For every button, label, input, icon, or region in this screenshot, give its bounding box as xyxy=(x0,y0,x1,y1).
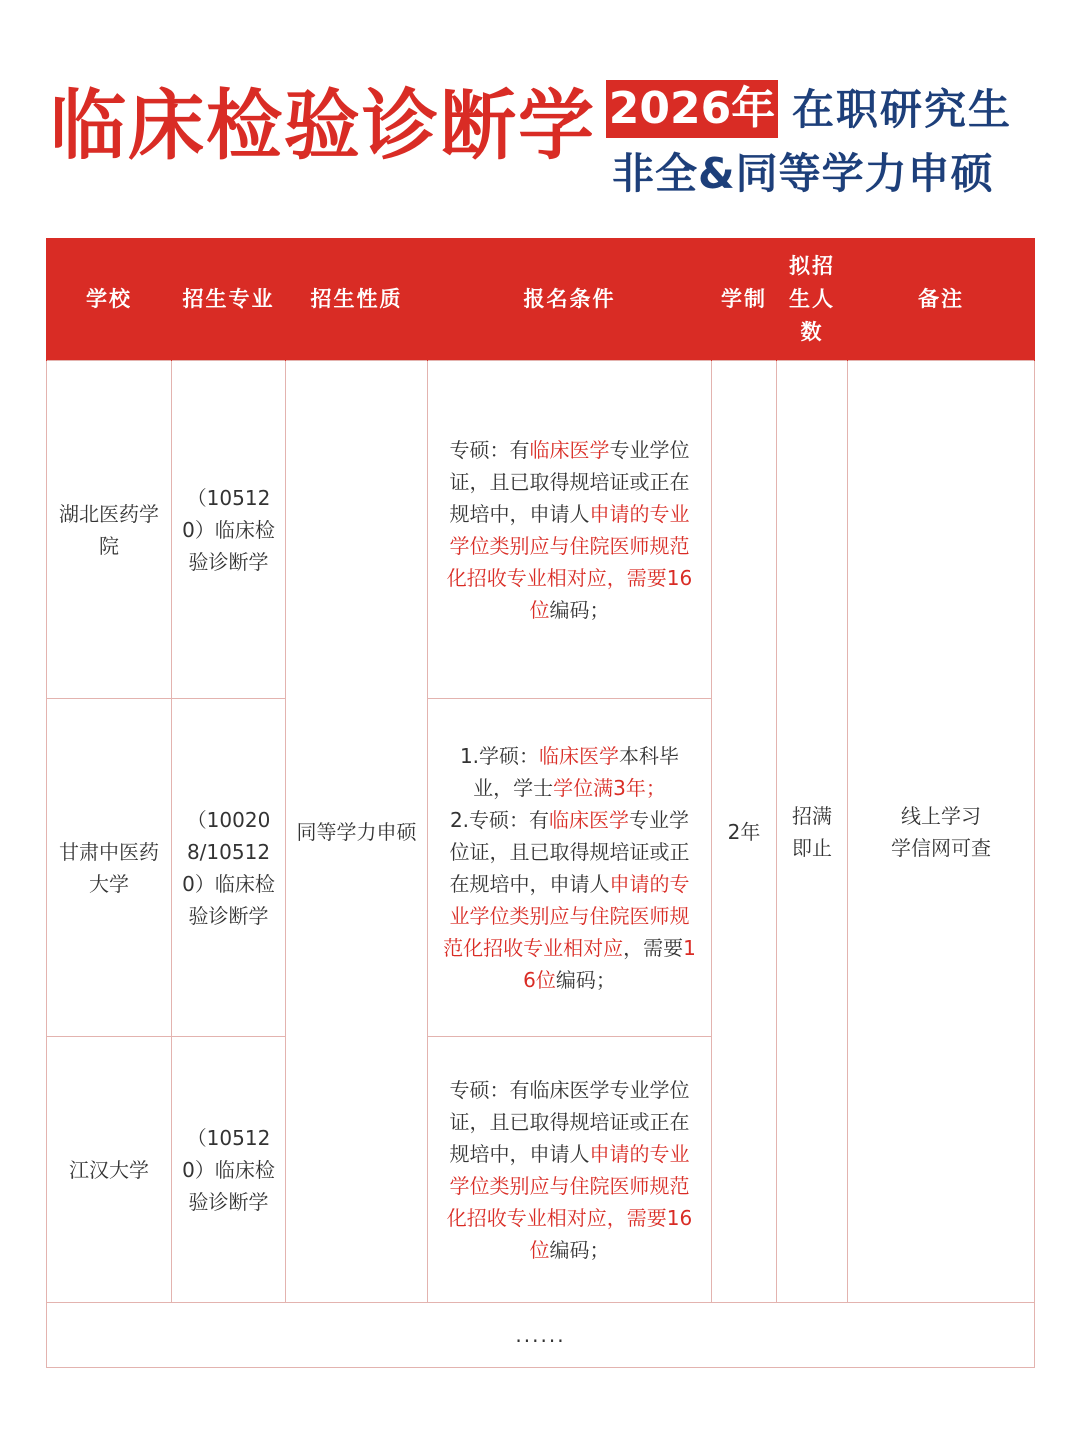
header-conditions: 报名条件 xyxy=(428,238,712,361)
cell-major: （105120）临床检验诊断学 xyxy=(172,361,286,699)
header-quota-line3: 数 xyxy=(800,319,824,344)
admission-table xyxy=(46,238,1034,1368)
cell-quota xyxy=(777,361,848,1303)
quota-line2: 即止 xyxy=(792,835,832,860)
cell-school: 江汉大学 xyxy=(47,1037,172,1303)
year-badge: 2026年 xyxy=(606,80,778,138)
ellipsis: ...... xyxy=(47,1303,1035,1368)
header-nature: 招生性质 xyxy=(286,238,428,361)
cond-text: 专硕：有临床医学专业学位证，且已取得规培证或正在规培中，申请人 xyxy=(449,1077,690,1166)
cell-nature: 同等学力申硕 xyxy=(286,361,428,1303)
table-header-row xyxy=(47,238,1035,361)
cell-conditions xyxy=(428,361,712,699)
header-quota xyxy=(777,238,848,361)
cell-school: 湖北医药学院 xyxy=(47,361,172,699)
subtitle-type: 非全&同等学力申硕 xyxy=(612,149,994,198)
page-title: 临床检验诊断学 xyxy=(50,81,596,170)
remarks-line2: 学信网可查 xyxy=(891,835,991,860)
cond-text: 本科毕业，学士 xyxy=(473,743,680,800)
cond-highlight: 临床医学 xyxy=(549,807,630,832)
cond-highlight: 临床医学 xyxy=(529,437,610,462)
header-school: 学校 xyxy=(47,238,172,361)
cond-highlight: 学位满3年； xyxy=(553,775,666,800)
cell-remarks xyxy=(848,361,1035,1303)
subtitle-program: 在职研究生 xyxy=(792,85,1013,134)
cond-text: 专业学位证，且已取得规培证或正在规培中，申请人 xyxy=(449,807,690,896)
header-duration: 学制 xyxy=(712,238,777,361)
quota-line1: 招满 xyxy=(792,803,832,828)
cond-highlight: 申请的专业学位类别应与住院医师规范化招收专业相对应，需要16位 xyxy=(446,1141,693,1262)
cond-text: 1.学硕： xyxy=(459,743,540,768)
cell-duration: 2年 xyxy=(712,361,777,1303)
table-row xyxy=(47,361,1035,699)
cell-conditions xyxy=(428,1037,712,1303)
cell-conditions xyxy=(428,699,712,1037)
cell-school: 甘肃中医药大学 xyxy=(47,699,172,1037)
header-quota-line2: 生人 xyxy=(789,286,835,311)
cond-text: 专业学位证，且已取得规培证或正在规培中，申请人 xyxy=(449,437,690,526)
cond-text: 专硕：有 xyxy=(449,437,530,462)
header-quota-line1: 拟招 xyxy=(789,253,835,278)
cell-major: （105120）临床检验诊断学 xyxy=(172,1037,286,1303)
cond-text: ，需要 xyxy=(623,935,684,960)
cond-text: 编码； xyxy=(549,597,610,622)
header-major: 招生专业 xyxy=(172,238,286,361)
cond-highlight: 临床医学 xyxy=(539,743,620,768)
cond-highlight: 申请的专业学位类别应与住院医师规范化招收专业相对应，需要16位 xyxy=(446,501,693,622)
remarks-line1: 线上学习 xyxy=(901,803,981,828)
cond-text: 2.专硕：有 xyxy=(449,807,550,832)
cell-major: （100208/105120）临床检验诊断学 xyxy=(172,699,286,1037)
header-remarks: 备注 xyxy=(848,238,1035,361)
cond-text: 编码； xyxy=(555,967,616,992)
cond-highlight: 16位 xyxy=(523,935,696,992)
cond-highlight: 申请的专业学位类别应与住院医师规范化招收专业相对应 xyxy=(443,871,690,960)
cond-text: 编码； xyxy=(549,1237,610,1262)
table-row-more xyxy=(47,1303,1035,1368)
